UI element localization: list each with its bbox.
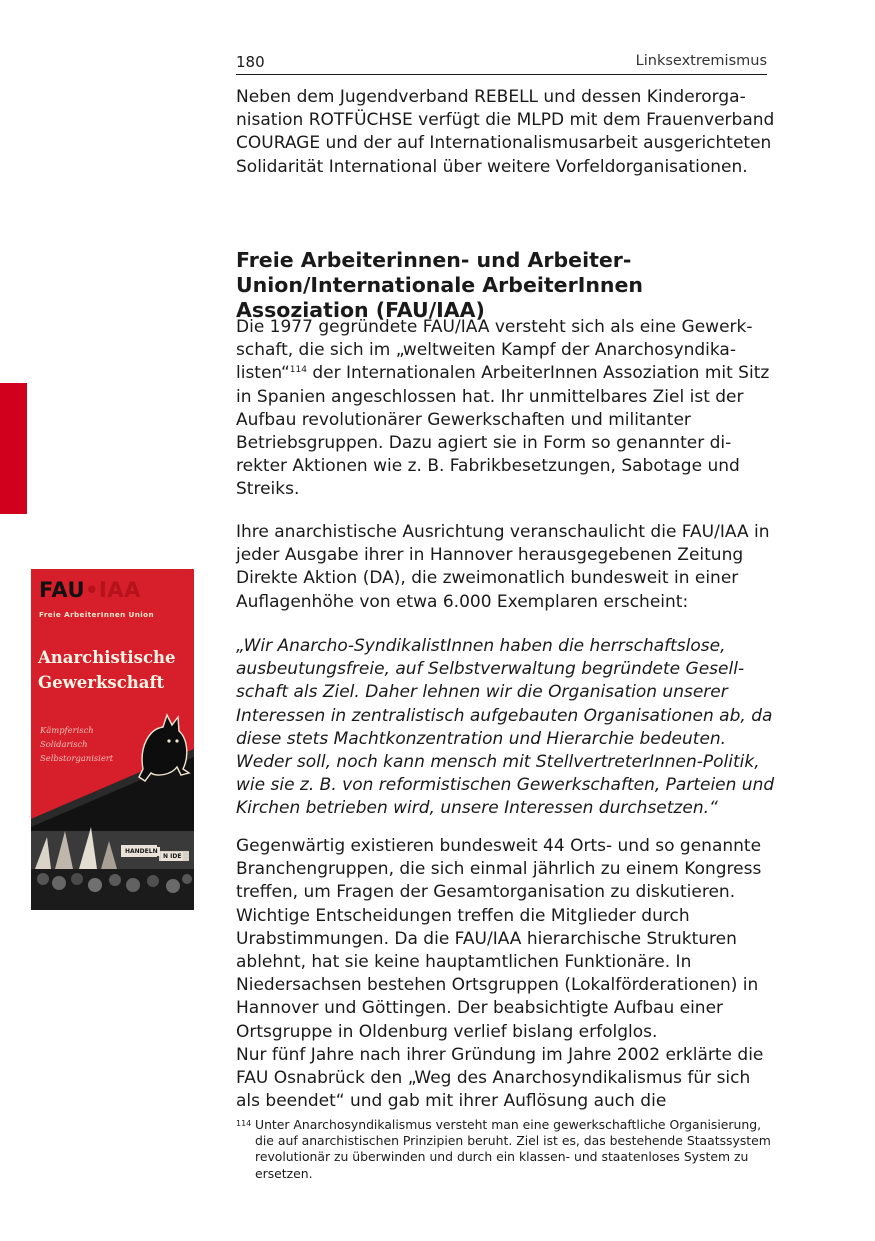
brochure-cover-image [31, 569, 194, 910]
page-number: 180 [236, 53, 265, 71]
paragraph-orientation [236, 521, 776, 614]
running-title: Linksextremismus [635, 53, 767, 69]
cover-logo-separator: • [85, 578, 100, 602]
cover-subtitle: Freie ArbeiterInnen Union [39, 610, 155, 619]
intro-paragraph [236, 86, 776, 179]
paragraph-founding-text [236, 316, 776, 502]
paragraph-structure [236, 835, 776, 1113]
cover-tagline-2: Solidarisch [40, 739, 88, 749]
footnote-reference[interactable]: 114 [289, 365, 307, 376]
paragraph-structure-text: Gegenwärtig existieren bundesweit 44 Orts- und so genannte Branchengruppen, die sich einmal jährlich zu einem Kongress treffen, um Fragen der Gesamtorganisation zu diskutieren. Wichtige Entscheidungen treffen die Mitglieder durch Urabstimmungen. Da die FAU/IAA hierarchische Strukturen ablehnt, hat sie keine hauptamtlichen Funktionäre. In Niedersachsen bestehen Ortsgruppen (Lokalförderationen) in Hannover und Göttingen. Der beabsichtigte Aufbau einer Ortsgruppe in Oldenburg verlief bislang erfolglos. [236, 836, 762, 1042]
cover-tagline-1: Kämpferisch [40, 725, 94, 735]
intro-text: Neben dem Jugendverband REBELL und dessen Kinderorganisation ROTFÜCHSE verfügt die MLPD mit dem Frauenverband COURAGE und der auf Internationalismusarbeit ausgerichteten Solidarität International über weitere Vorfeldorganisationen. [236, 87, 775, 177]
block-quote-text: „Wir Anarcho-SyndikalistInnen haben die herrschaftslose, ausbeutungsfreie, auf Selbstverwaltung begründete Gesellschaft als Ziel. Daher lehnen wir die Organisation unserer Interessen in zentralistisch aufgebauten Organisationen ab, da diese stets Machtkonzentration und Hierarchie bedeuten. Weder soll, noch kann mensch mit StellvertreterInnen-Politik, wie sie z. B. von reformistischen Gewerkschaften, Parteien und Kirchen betrieben wird, unsere Interessen durchsetzen.“ [236, 636, 775, 819]
footnote-number: 114 [236, 1119, 252, 1128]
cover-title-line-1: Anarchistische [38, 648, 176, 667]
paragraph-founding-before: Die 1977 gegründete FAU/IAA versteht sich als eine Gewerkschaft, die sich im „weltweiten Kampf der Anarchosyndikalisten“ [236, 317, 753, 384]
cover-logo [39, 578, 141, 602]
paragraph-founding-after: der Internationalen ArbeiterInnen Assoziation mit Sitz in Spanien angeschlossen hat. Ihr unmittelbares Ziel ist der Aufbau revolutionärer Gewerkschaften und militanter Betriebsgruppen. Dazu agiert sie in Form so genannter direkter Aktionen wie z. B. Fabrikbesetzungen, Sabotage und Streiks. [236, 363, 770, 500]
section-heading: Freie Arbeiterinnen- und Arbeiter-Union/Internationale ArbeiterInnen Assoziation (FAU/IAA) [236, 248, 644, 322]
cover-logo-rest: IAA [99, 578, 141, 602]
cover-title-line-2: Gewerkschaft [38, 673, 165, 692]
cover-tagline [40, 723, 140, 765]
footnote [236, 1117, 776, 1182]
paragraph-orientation-text: Ihre anarchistische Ausrichtung veranschaulicht die FAU/IAA in jeder Ausgabe ihrer in Hannover herausgegebenen Zeitung Direkte Aktion (DA), die zweimonatlich bundesweit in einer Auflagenhöhe von etwa 6.000 Exemplaren erscheint: [236, 522, 770, 612]
cover-banner-2: N IDE [163, 853, 182, 860]
cover-banner-1: HANDELN [125, 848, 158, 855]
block-quote [236, 635, 776, 821]
cover-title [38, 645, 190, 695]
running-header [236, 52, 767, 75]
cover-tagline-3: Selbstorganisiert [40, 753, 114, 763]
paragraph-osnabrueck-text: Nur fünf Jahre nach ihrer Gründung im Jahre 2002 erklärte die FAU Osnabrück den „Weg des Anarchosyndikalismus für sich als beendet“ und gab mit ihrer Auflösung auch die [236, 1044, 764, 1112]
chapter-tab-marker [0, 383, 27, 514]
paragraph-founding [236, 316, 776, 502]
cover-logo-main: FAU [39, 578, 86, 602]
footnote-text: Unter Anarchosyndikalismus versteht man eine gewerkschaftliche Organisierung, die auf anarchistischen Prinzipien beruht. Ziel ist es, das bestehende Staatssystem revolutionär zu überwinden und durch ein klassen- und staatenloses System zu ersetzen. [255, 1117, 771, 1181]
demonstration-photo [31, 827, 194, 910]
